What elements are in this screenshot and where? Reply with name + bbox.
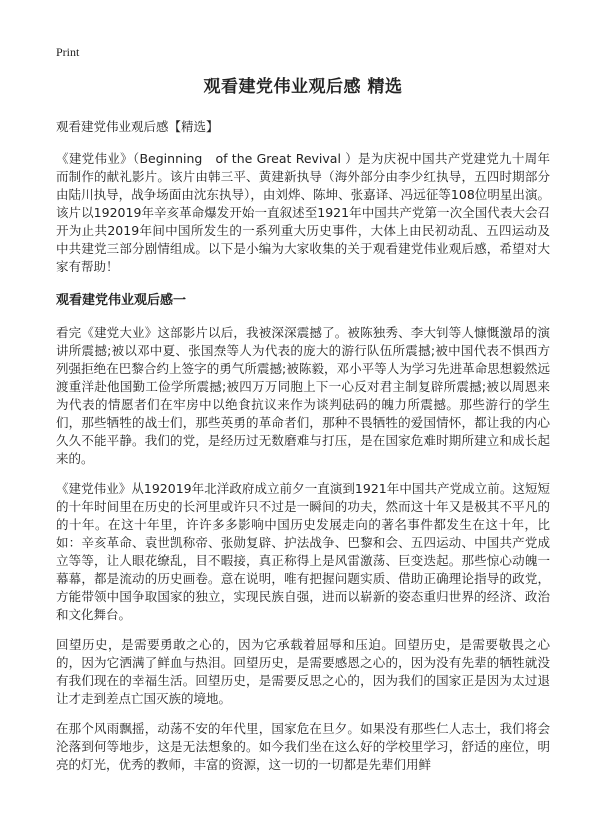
body-paragraph-3: 回望历史，是需要勇敢之心的，因为它承载着屈辱和压迫。回望历史，是需要敬畏之心的，因为它洒满了鲜血与热泪。回望历史，是需要感恩之心的，因为没有先辈的牺牲就没有我们现在的幸福生活。回望历史，是需要反思之心的，因为我们的国家正是因为太过退让才走到差点亡国灭族的境地。 (56, 637, 550, 706)
body-paragraph-2: 《建党伟业》从192019年北洋政府成立前夕一直演到1921年中国共产党成立前。这短短的十年时间里在历史的长河里或许只不过是一瞬间的功夫，然而这十年又是极其不平凡的的十年。在这十年里，许许多多影响中国历史发展走向的著名事件都发生在这十年，比如：辛亥革命、袁世凯称帝、张勋复辟、护法战争、巴黎和会、五四运动、中国共产党成立等等，让人眼花缭乱，目不暇接，真正称得上是风雷激荡、巨变迭起。那些惊心动魄一幕幕，都是流动的历史画卷。意在说明，唯有把握问题实质、借助正确理论指导的政党，方能带领中国争取国家的独立，实现民族自强，进而以崭新的姿态重归世界的经济、政治和文化舞台。 (56, 481, 550, 622)
section-heading: 观看建党伟业观后感一 (56, 293, 187, 308)
document-subtitle: 观看建党伟业观后感【精选】 (56, 119, 219, 134)
intro-paragraph: 《建党伟业》（Beginning of the Great Revival ）是为庆祝中国共产党建党九十周年而制作的献礼影片。该片由韩三平、黄建新执导（海外部分由李少红执导，五四时期部分由陆川执导，战争场面由沈东执导），由刘烨、陈坤、张嘉译、冯远征等108位明星出演。该片以192019年辛亥革命爆发开始一直叙述至1921年中国共产党第一次全国代表大会召开为止共2019年间中国所发生的一系列重大历史事件，大体上由民初动乱、五四运动及中共建党三部分剧情组成。以下是小编为大家收集的关于观看建党伟业观后感，希望对大家有帮助！ (56, 151, 550, 274)
body-paragraph-1: 看完《建党大业》这部影片以后，我被深深震撼了。被陈独秀、李大钊等人慷慨激昂的演讲所震撼;被以邓中夏、张国焘等人为代表的庞大的游行队伍所震撼;被中国代表不惧西方列强拒绝在巴黎合约上签字的勇气所震撼;被陈毅，邓小平等人为学习先进革命思想毅然远渡重洋赴他国勤工俭学所震撼;被四万万同胞上下一心反对君主制复辟所震撼;被以周恩来为代表的情愿者们在牢房中以绝食抗议来作为谈判砝码的魄力所震撼。那些游行的学生们，那些牺牲的战士们，那些英勇的革命者们，那种不畏牺牲的爱国情怀，都让我的内心久久不能平静。我们的党，是经历过无数磨难与打压，是在国家危难时期所建立和成长起来的。 (56, 325, 550, 466)
print-label: Print (56, 45, 80, 59)
document-title: 观看建党伟业观后感 精选 (203, 77, 403, 97)
body-paragraph-4: 在那个风雨飘摇，动荡不安的年代里，国家危在旦夕。如果没有那些仁人志士，我们将会沦落到何等地步，这是无法想象的。如今我们坐在这么好的学校里学习，舒适的座位，明亮的灯光，优秀的教师，丰富的资源，这一切的一切都是先辈们用鲜 (56, 721, 550, 772)
